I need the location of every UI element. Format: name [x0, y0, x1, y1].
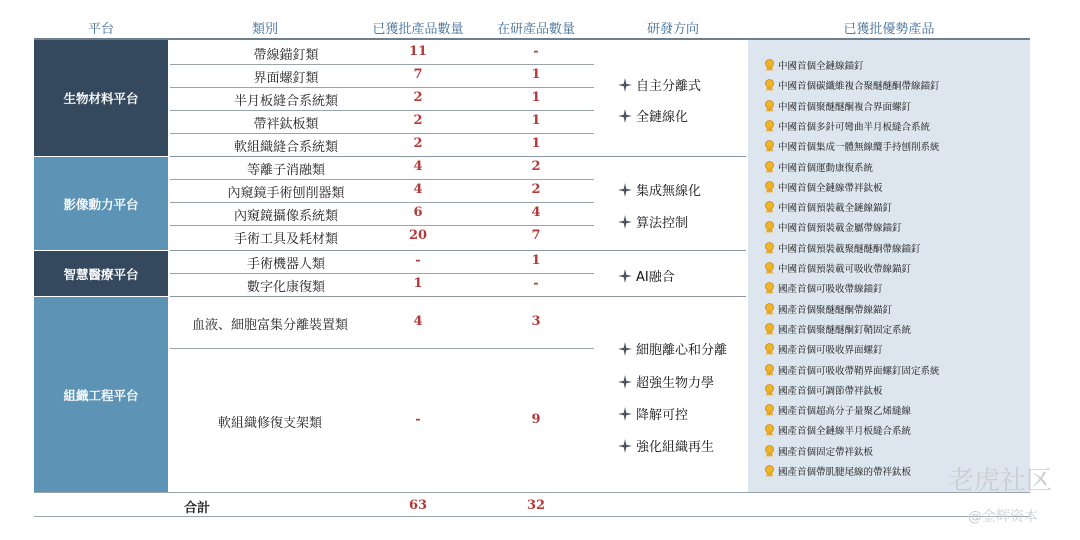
sparkle-icon [618, 109, 632, 123]
row-research: 1 [531, 113, 541, 128]
row-research: 1 [531, 67, 541, 82]
row-divider [170, 64, 594, 65]
row-research: 7 [531, 228, 541, 243]
medal-icon [764, 303, 775, 315]
row-divider [170, 87, 594, 88]
advantage-product-label: 國產首個固定帶袢鈦板 [778, 446, 874, 458]
advantage-product-label: 國產首個可吸收界面螺釘 [778, 345, 883, 357]
row-category: 等離子消融類 [246, 163, 325, 178]
direction-label: 集成無線化 [636, 184, 702, 199]
advantage-product [764, 444, 873, 458]
advantage-product [764, 200, 892, 214]
advantage-product [764, 58, 864, 72]
advantage-product-label: 中國首個多針可彎曲半月板縫合系統 [778, 121, 931, 133]
row-approved: 2 [413, 136, 423, 151]
advantage-product [764, 363, 940, 377]
row-divider [170, 296, 746, 297]
watermark-main: 老虎社区 [948, 466, 1053, 496]
row-research: 3 [531, 314, 541, 329]
row-category: 界面螺釘類 [253, 71, 319, 86]
advantage-product [764, 302, 892, 316]
advantage-product-label: 國產首個超高分子量聚乙烯縫線 [778, 406, 912, 418]
row-research: 2 [531, 159, 541, 174]
total-label: 合計 [184, 501, 211, 516]
advantage-product [764, 383, 883, 397]
medal-icon [764, 59, 775, 71]
advantage-product [764, 119, 930, 133]
sparkle-icon [618, 215, 632, 229]
medal-icon [764, 140, 775, 152]
advantage-product-label: 中國首個集成一體無線纜手持刨削系統 [778, 142, 940, 154]
medal-icon [764, 465, 775, 477]
direction-label: 算法控制 [636, 216, 689, 231]
medal-icon [764, 445, 775, 457]
direction-label: 自主分離式 [636, 79, 702, 94]
row-divider [170, 179, 594, 180]
row-divider [170, 225, 594, 226]
direction-item [618, 404, 688, 423]
medal-icon [764, 364, 775, 376]
advantage-product-label: 中國首個運動康復系統 [778, 162, 874, 174]
advantage-product [764, 180, 883, 194]
direction-label: 全鏈線化 [636, 110, 689, 125]
header-approved: 已獲批產品數量 [372, 22, 464, 37]
row-research: 9 [531, 411, 541, 427]
advantage-product [764, 261, 911, 275]
medal-icon [764, 181, 775, 193]
advantage-product [764, 423, 911, 437]
medal-icon [764, 201, 775, 213]
row-approved: 1 [413, 276, 423, 291]
header-direction: 研發方向 [646, 22, 699, 37]
header-platform: 平台 [87, 22, 114, 37]
advantage-product [764, 342, 883, 356]
row-approved: 4 [413, 314, 423, 329]
row-research: 1 [531, 90, 541, 105]
direction-label: 細胞離心和分離 [636, 343, 728, 358]
medal-icon [764, 79, 775, 91]
advantage-product-label: 國產首個可吸收帶鞘界面螺釘固定系統 [778, 365, 940, 377]
row-approved: - [415, 253, 421, 268]
total-approved: 63 [408, 498, 428, 513]
direction-item [618, 75, 701, 94]
row-research: 1 [531, 136, 541, 151]
advantage-product-label: 國產首個聚醚醚酮帶線錨釘 [778, 304, 893, 316]
row-category: 手術工具及耗材類 [233, 232, 338, 247]
advantage-product-label: 國產首個可調節帶袢鈦板 [778, 385, 883, 397]
advantage-product [764, 322, 911, 336]
medal-icon [764, 384, 775, 396]
row-divider [170, 202, 594, 203]
advantage-product-label: 中國首個全鏈線帶袢鈦板 [778, 182, 883, 194]
row-category: 帶袢鈦板類 [253, 117, 319, 132]
direction-label: AI融合 [636, 270, 675, 285]
medal-icon [764, 120, 775, 132]
row-category: 內窺鏡攝像系統類 [233, 209, 338, 224]
advantage-product-label: 國產首個帶肌腱尾線的帶袢鈦板 [778, 467, 912, 478]
sparkle-icon [618, 269, 632, 283]
sparkle-icon [618, 183, 632, 197]
advantage-product-label: 中國首個預裝載聚醚醚酮帶線錨釘 [778, 243, 921, 255]
advantage-product-label: 中國首個聚醚醚酮複合界面螺釘 [778, 101, 912, 113]
medal-icon [764, 221, 775, 233]
direction-label: 降解可控 [636, 408, 689, 423]
footer-rule [34, 516, 1030, 517]
direction-item [618, 436, 714, 455]
medal-icon [764, 282, 775, 294]
row-category: 血液、細胞富集分離裝置類 [191, 318, 348, 333]
advantage-product-label: 中國首個全鏈線錨釘 [778, 61, 864, 72]
sparkle-icon [618, 342, 632, 356]
bottom-rule [34, 492, 1030, 493]
row-category: 帶線錨釘類 [253, 48, 319, 63]
medal-icon [764, 242, 775, 254]
direction-item [618, 266, 675, 285]
advantage-product [764, 160, 873, 174]
row-category: 軟組織縫合系統類 [233, 140, 338, 155]
row-divider [170, 348, 594, 349]
advantage-product [764, 220, 902, 234]
advantage-product-label: 中國首個預裝載金屬帶線錨釘 [778, 223, 902, 235]
row-research: - [533, 44, 539, 59]
advantage-product [764, 241, 921, 255]
row-approved: 6 [413, 205, 423, 220]
watermark-sub: @金辉资本 [968, 509, 1038, 525]
row-research: - [533, 276, 539, 291]
row-category: 軟組織修復支架類 [217, 415, 322, 431]
medal-icon [764, 262, 775, 274]
row-approved: 4 [413, 159, 423, 174]
advantage-product-label: 中國首個預裝載全鏈線錨釘 [778, 203, 893, 215]
platform-imaging-power: 影像動力平台 [34, 157, 168, 250]
direction-item [618, 372, 714, 391]
row-divider [170, 273, 594, 274]
row-approved: 2 [413, 90, 423, 105]
advantage-product [764, 139, 940, 153]
direction-label: 強化組織再生 [636, 440, 715, 455]
direction-item [618, 180, 701, 199]
platform-smart-medical: 智慧醫療平台 [34, 251, 168, 296]
direction-item [618, 339, 727, 358]
medal-icon [764, 161, 775, 173]
advantage-product-label: 國產首個全鏈線半月板縫合系統 [778, 426, 912, 438]
row-approved: 4 [413, 182, 423, 197]
advantage-product [764, 403, 911, 417]
medal-icon [764, 404, 775, 416]
advantage-product-label: 國產首個聚醚醚酮釘鞘固定系統 [778, 324, 912, 336]
platform-biomaterials: 生物材料平台 [34, 40, 168, 156]
row-approved: 7 [413, 67, 423, 82]
row-category: 手術機器人類 [246, 257, 325, 272]
medal-icon [764, 343, 775, 355]
header-category: 類別 [251, 22, 278, 37]
medal-icon [764, 323, 775, 335]
direction-label: 超強生物力學 [636, 376, 715, 391]
advantage-product-label: 中國首個碳纖維複合聚醚醚酮帶線錨釘 [778, 81, 940, 93]
advantage-product-label: 國產首個可吸收帶線錨釘 [778, 284, 883, 296]
row-divider [170, 110, 594, 111]
direction-item [618, 212, 688, 231]
medal-icon [764, 424, 775, 436]
row-category: 內窺鏡手術刨削器類 [227, 186, 345, 201]
sparkle-icon [618, 439, 632, 453]
row-approved: 2 [413, 113, 423, 128]
sparkle-icon [618, 78, 632, 92]
advantage-product [764, 281, 883, 295]
row-category: 數字化康復類 [246, 280, 325, 295]
row-category: 半月板縫合系統類 [233, 94, 338, 109]
sparkle-icon [618, 407, 632, 421]
row-research: 4 [531, 205, 541, 220]
row-research: 1 [531, 253, 541, 268]
row-research: 2 [531, 182, 541, 197]
row-approved: 11 [408, 44, 428, 59]
row-divider [170, 133, 594, 134]
row-divider [170, 250, 746, 251]
sparkle-icon [618, 375, 632, 389]
row-approved: - [415, 411, 421, 427]
platform-tissue-engineering: 組織工程平台 [34, 297, 168, 492]
advantage-product [764, 464, 911, 478]
advantage-product [764, 78, 940, 92]
row-approved: 20 [408, 228, 428, 243]
header-research: 在研產品數量 [496, 22, 575, 37]
advantage-product [764, 99, 911, 113]
row-divider [170, 156, 746, 157]
direction-item [618, 106, 688, 125]
total-research: 32 [526, 498, 546, 513]
advantage-product-label: 中國首個預裝載可吸收帶線錨釘 [778, 264, 912, 275]
medal-icon [764, 100, 775, 112]
header-advantage: 已獲批優勢產品 [843, 22, 935, 37]
